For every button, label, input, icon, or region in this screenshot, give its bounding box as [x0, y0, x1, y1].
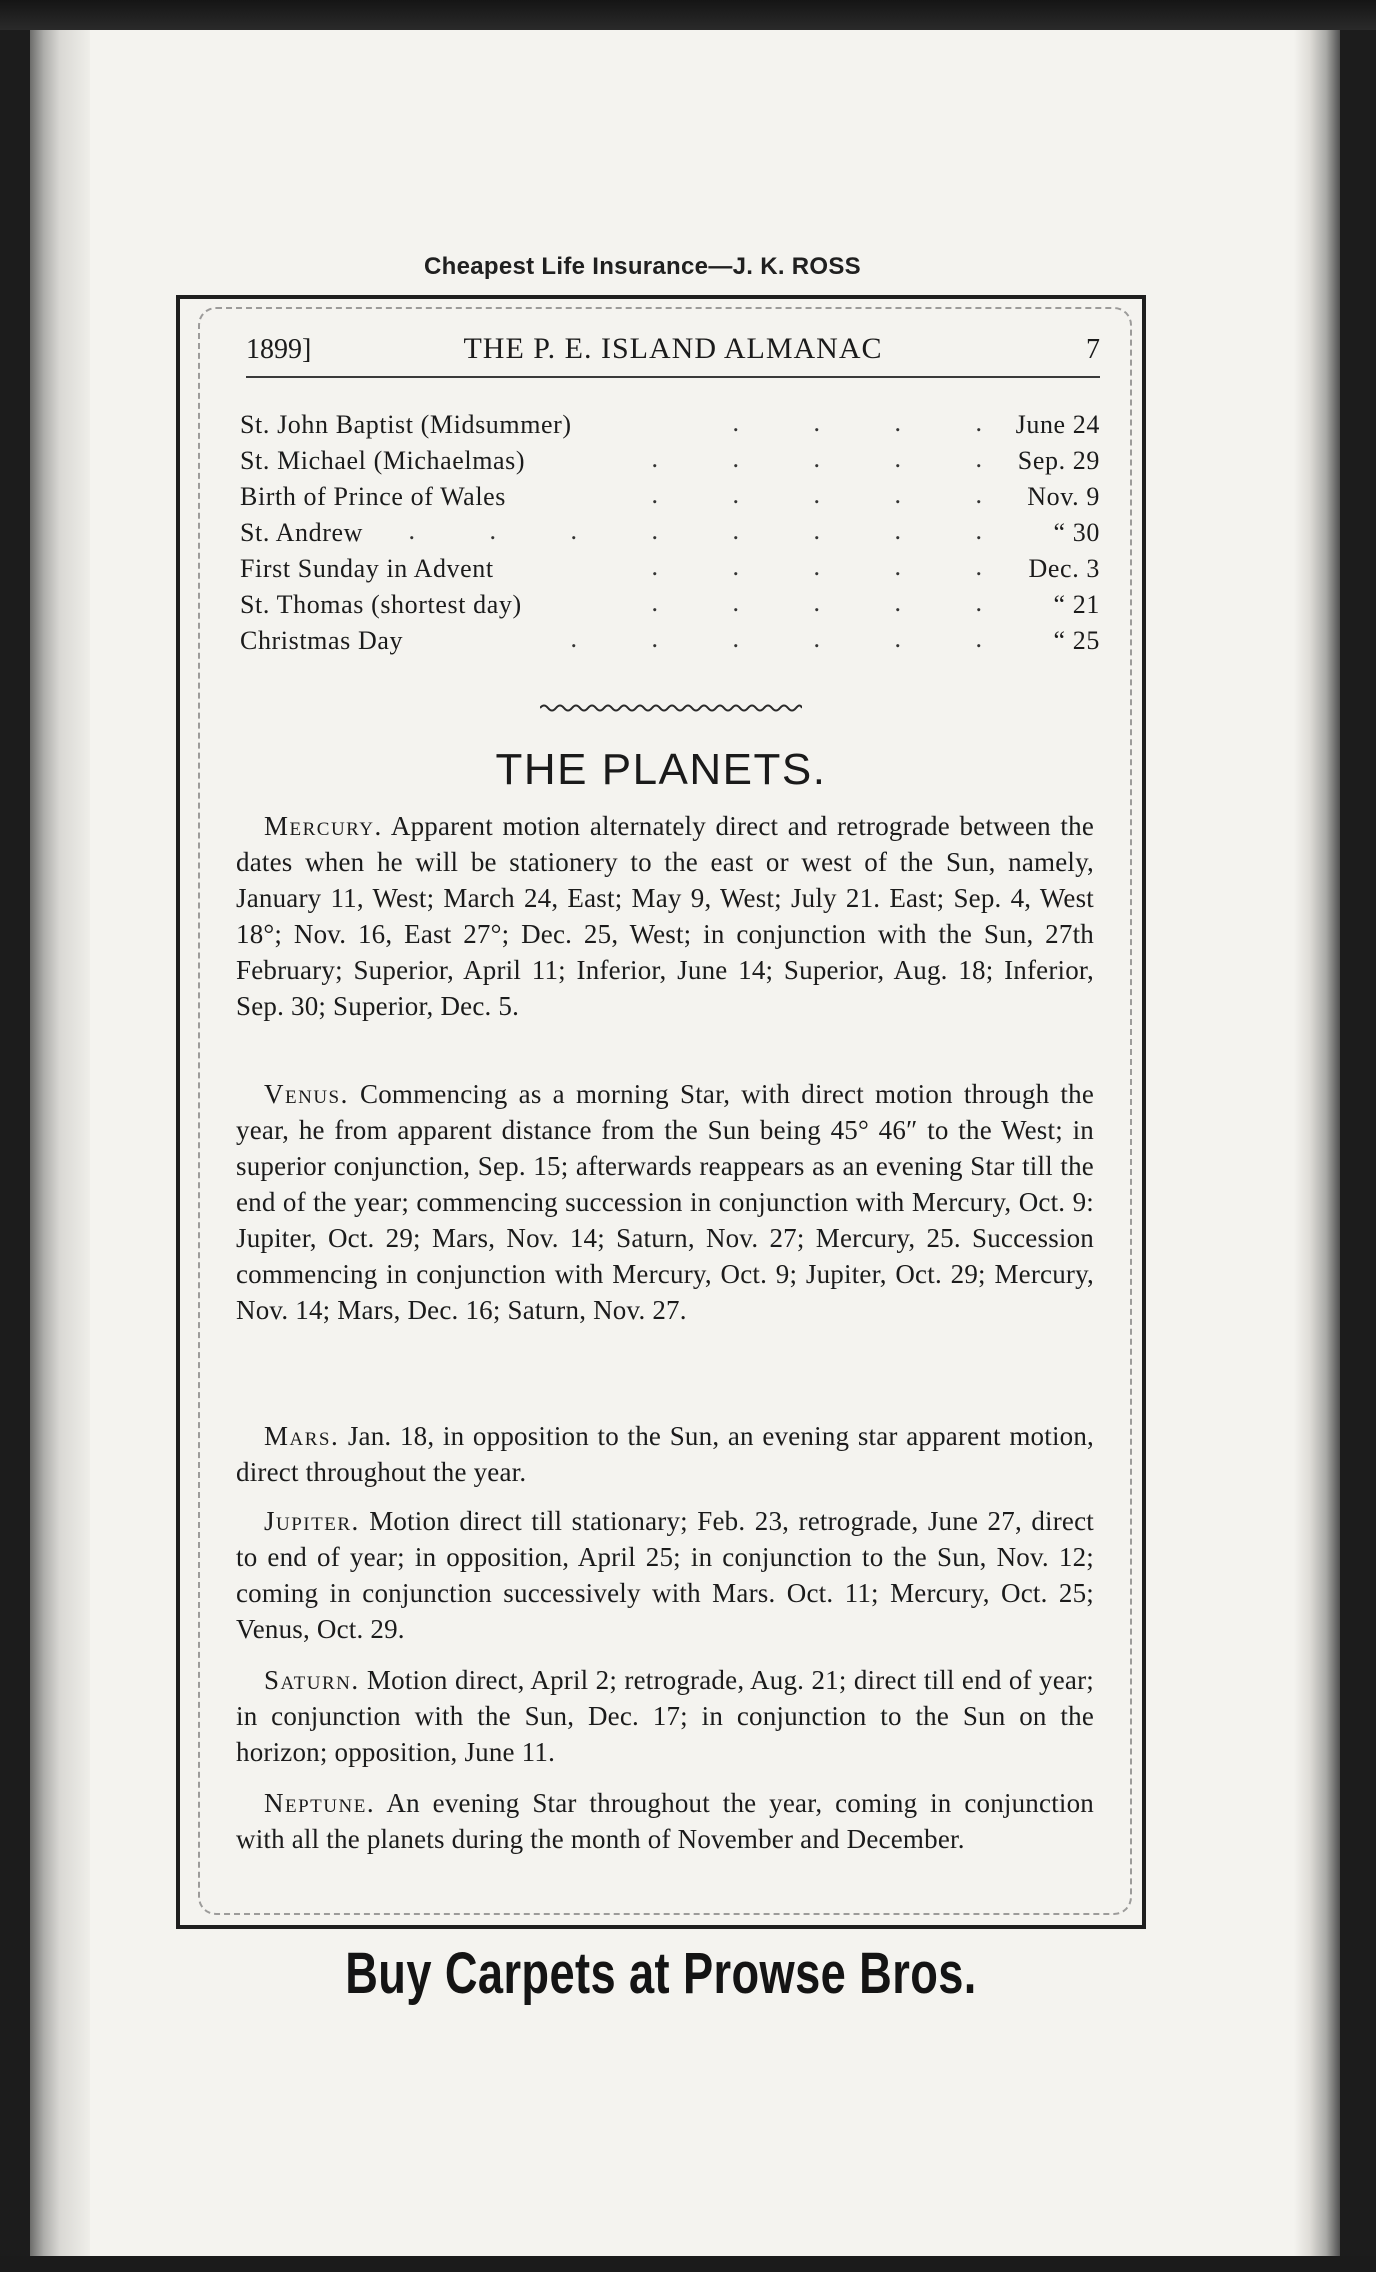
running-head [246, 330, 1100, 378]
planet-name: Saturn. [264, 1665, 360, 1695]
wavy-divider [540, 702, 802, 714]
feast-day-row [240, 626, 1100, 662]
planet-entry-saturn [236, 1662, 1094, 1770]
feast-day-name: St. Thomas (shortest day) [240, 590, 522, 619]
feast-day-row [240, 590, 1100, 626]
feast-day-date: Sep. 29 [1017, 446, 1100, 475]
planet-name: Venus. [264, 1079, 349, 1109]
feast-day-row [240, 446, 1100, 482]
planet-entry-venus [236, 1076, 1094, 1328]
running-head-year: 1899] [246, 334, 312, 365]
feast-day-name: St. John Baptist (Midsummer) [240, 410, 572, 439]
planet-name: Mars. [264, 1421, 340, 1451]
running-head-title: THE P. E. ISLAND ALMANAC [463, 332, 883, 365]
dot-leader: . . . . . [651, 480, 1016, 509]
scan-top-border [0, 0, 1376, 30]
feast-day-list [240, 410, 1100, 662]
feast-day-name: St. Andrew [240, 518, 363, 547]
planet-description: Motion direct till stationary; Feb. 23, retrograde, June 27, direct to end of year; in opposition, April 25; in conjunction to the Sun, Nov. 12; coming in conjunction successively with Mars. Oct. 11; Mercury, Oct. 25; Venus, Oct. 29. [236, 1506, 1095, 1644]
planet-name: Jupiter. [264, 1506, 360, 1536]
dot-leader: . . . . . [651, 444, 1016, 473]
planet-entry-neptune [236, 1785, 1094, 1857]
planet-entry-mercury [236, 808, 1094, 1024]
planet-description: Jan. 18, in opposition to the Sun, an evening star apparent motion, direct throughout the year. [236, 1421, 1095, 1487]
feast-day-name: First Sunday in Advent [240, 554, 494, 583]
page-right-edge-shadow [1294, 30, 1340, 2256]
page-left-edge-shadow [30, 30, 90, 2256]
dot-leader: . . . . . [651, 552, 1016, 581]
planet-name: Mercury. [264, 811, 383, 841]
feast-day-row [240, 482, 1100, 518]
feast-day-row [240, 410, 1100, 446]
feast-day-date: June 24 [1015, 410, 1100, 439]
scan-bottom-border [0, 2256, 1376, 2272]
planet-name: Neptune. [264, 1788, 376, 1818]
dot-leader: . . . . . . . . [408, 516, 1016, 545]
dot-leader: . . . . . [651, 588, 1016, 617]
feast-day-name: Christmas Day [240, 626, 404, 655]
feast-day-date: Dec. 3 [1028, 554, 1100, 583]
feast-day-row [240, 518, 1100, 554]
bottom-advertisement: Buy Carpets at Prowse Bros. [345, 1941, 977, 2006]
feast-day-date: “ 25 [1053, 626, 1100, 655]
feast-day-name: Birth of Prince of Wales [240, 482, 506, 511]
planet-description: Apparent motion alternately direct and retrograde between the dates when he will be stationery to the east or west of the Sun, namely, January 11, West; March 24, East; May 9, West; July 21. East; Sep. 4, West 18°; Nov. 16, East 27°; Dec. 25, West; in conjunction with the Sun, 27th February; Superior, April 11; Inferior, June 14; Superior, Aug. 18; Inferior, Sep. 30; Superior, Dec. 5. [236, 811, 1095, 1021]
planet-description: An evening Star throughout the year, coming in conjunction with all the planets during the month of November and December. [236, 1788, 1094, 1854]
feast-day-date: “ 30 [1053, 518, 1100, 547]
planet-entry-jupiter [236, 1503, 1094, 1647]
feast-day-date: “ 21 [1053, 590, 1100, 619]
planet-entry-mars [236, 1418, 1094, 1490]
planet-description: Motion direct, April 2; retrograde, Aug. 21; direct till end of year; in conjunction with the Sun, Dec. 17; in conjunction to the Sun on the horizon; opposition, June 11. [236, 1665, 1094, 1767]
page-number: 7 [1086, 334, 1100, 365]
section-title: THE PLANETS. [495, 745, 827, 794]
dot-leader: . . . . . . [570, 624, 1016, 653]
dot-leader: . . . . [732, 408, 1016, 437]
feast-day-name: St. Michael (Michaelmas) [240, 446, 526, 475]
top-advertisement: Cheapest Life Insurance—J. K. ROSS [424, 253, 861, 280]
feast-day-date: Nov. 9 [1027, 482, 1100, 511]
planet-description: Commencing as a morning Star, with direct motion through the year, he from apparent distance from the Sun being 45° 46″ to the West; in superior conjunction, Sep. 15; afterwards reappears as an evening Star till the end of the year; commencing succession in conjunction with Mercury, Oct. 9: Jupiter, Oct. 29; Mars, Nov. 14; Saturn, Nov. 27; Mercury, 25. Succession commencing in conjunction with Mercury, Oct. 9; Jupiter, Oct. 29; Mercury, Nov. 14; Mars, Dec. 16; Saturn, Nov. 27. [236, 1079, 1094, 1325]
feast-day-row [240, 554, 1100, 590]
